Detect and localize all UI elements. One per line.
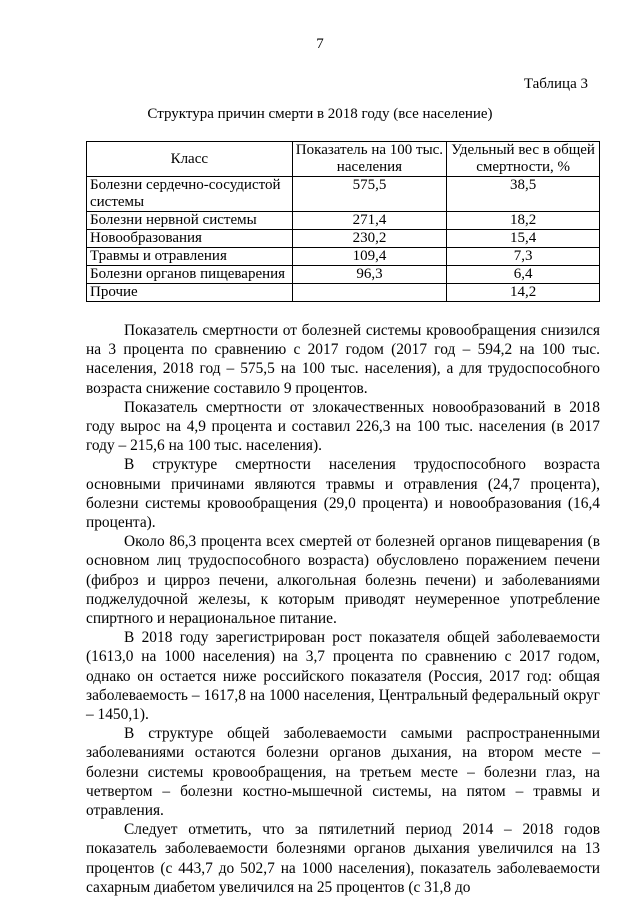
cell-rate: 575,5 xyxy=(292,177,447,212)
paragraph: Следует отметить, что за пятилетний период 2014 – 2018 годов показатель заболеваемости болезнями органов дыхания увеличился на 13 процентов (с 443,7 до 502,7 на 1000 населения), показатель заболеваемости сахарным диабетом увеличился на 25 процентов (с 31,8 до xyxy=(86,821,600,896)
cell-rate: 96,3 xyxy=(292,266,447,284)
cell-share: 38,5 xyxy=(447,177,600,212)
paragraph: В структуре смертности населения трудоспособного возраста основными причинами являются травмы и отравления (24,7 процента), болезни системы кровообращения (29,0 процента) и новообразования (16,4 процента). xyxy=(86,456,600,532)
page-number: 7 xyxy=(316,36,324,52)
cell-class: Болезни органов пищеварения xyxy=(87,266,293,284)
cell-rate: 230,2 xyxy=(292,230,447,248)
table-row xyxy=(87,266,600,284)
cell-share: 15,4 xyxy=(447,230,600,248)
table-row xyxy=(87,284,600,302)
paragraph: Показатель смертности от болезней системы кровообращения снизился на 3 процента по сравнению с 2017 годом (2017 год – 594,2 на 100 тыс. населения, 2018 год – 575,5 на 100 тыс. населения), а для трудоспособного возраста снижение составило 9 процентов. xyxy=(86,322,600,397)
cell-class: Новообразования xyxy=(87,230,293,248)
table-row xyxy=(87,230,600,248)
cell-class: Прочие xyxy=(87,284,293,302)
cell-share: 14,2 xyxy=(447,284,600,302)
cell-class: Травмы и отравления xyxy=(87,248,293,266)
paragraph: В 2018 году зарегистрирован рост показателя общей заболеваемости (1613,0 на 1000 населения) на 3,7 процента по сравнению с 2017 годом, однако он остается ниже российского показателя (Россия, 2017 год: общая заболеваемость – 1617,8 на 1000 населения, Центральный федеральный округ – 1450,1). xyxy=(86,629,600,724)
column-header-share: Удельный вес в общей смертности, % xyxy=(447,142,600,177)
column-header-class: Класс xyxy=(87,142,293,177)
cell-rate xyxy=(292,284,447,302)
cell-class: Болезни нервной системы xyxy=(87,212,293,230)
table-title: Структура причин смерти в 2018 году (все население) xyxy=(147,106,493,122)
table-row xyxy=(87,212,600,230)
cell-share: 6,4 xyxy=(447,266,600,284)
paragraph: Около 86,3 процента всех смертей от болезней органов пищеварения (в основном лиц трудоспособного возраста) обусловлено поражением печени (фиброз и цирроз печени, алкогольная болезнь печени) и заболеваниями поджелудочной железы, к которым приводят неумеренное употребление спиртного и нерациональное питание. xyxy=(86,533,600,628)
cause-of-death-table xyxy=(86,141,600,302)
body-text xyxy=(86,321,600,897)
paragraph: Показатель смертности от злокачественных новообразований в 2018 году вырос на 4,9 процента и составил 226,3 на 100 тыс. населения (в 2017 году – 215,6 на 100 тыс. населения). xyxy=(86,398,600,455)
table-row xyxy=(87,177,600,212)
cell-share: 18,2 xyxy=(447,212,600,230)
cell-class: Болезни сердечно-сосудистой системы xyxy=(87,177,293,212)
table-row xyxy=(87,248,600,266)
table-header-row xyxy=(87,142,600,177)
cell-rate: 271,4 xyxy=(292,212,447,230)
cell-rate: 109,4 xyxy=(292,248,447,266)
column-header-rate: Показатель на 100 тыс. населения xyxy=(292,142,447,177)
paragraph: В структуре общей заболеваемости самыми распространенными заболеваниями остаются болезни органов дыхания, на втором месте – болезни системы кровообращения, на третьем месте – болезни глаз, на четвертом – болезни костно-мышечной системы, на пятом – травмы и отравления. xyxy=(86,725,600,820)
table-label: Таблица 3 xyxy=(523,76,588,92)
cell-share: 7,3 xyxy=(447,248,600,266)
